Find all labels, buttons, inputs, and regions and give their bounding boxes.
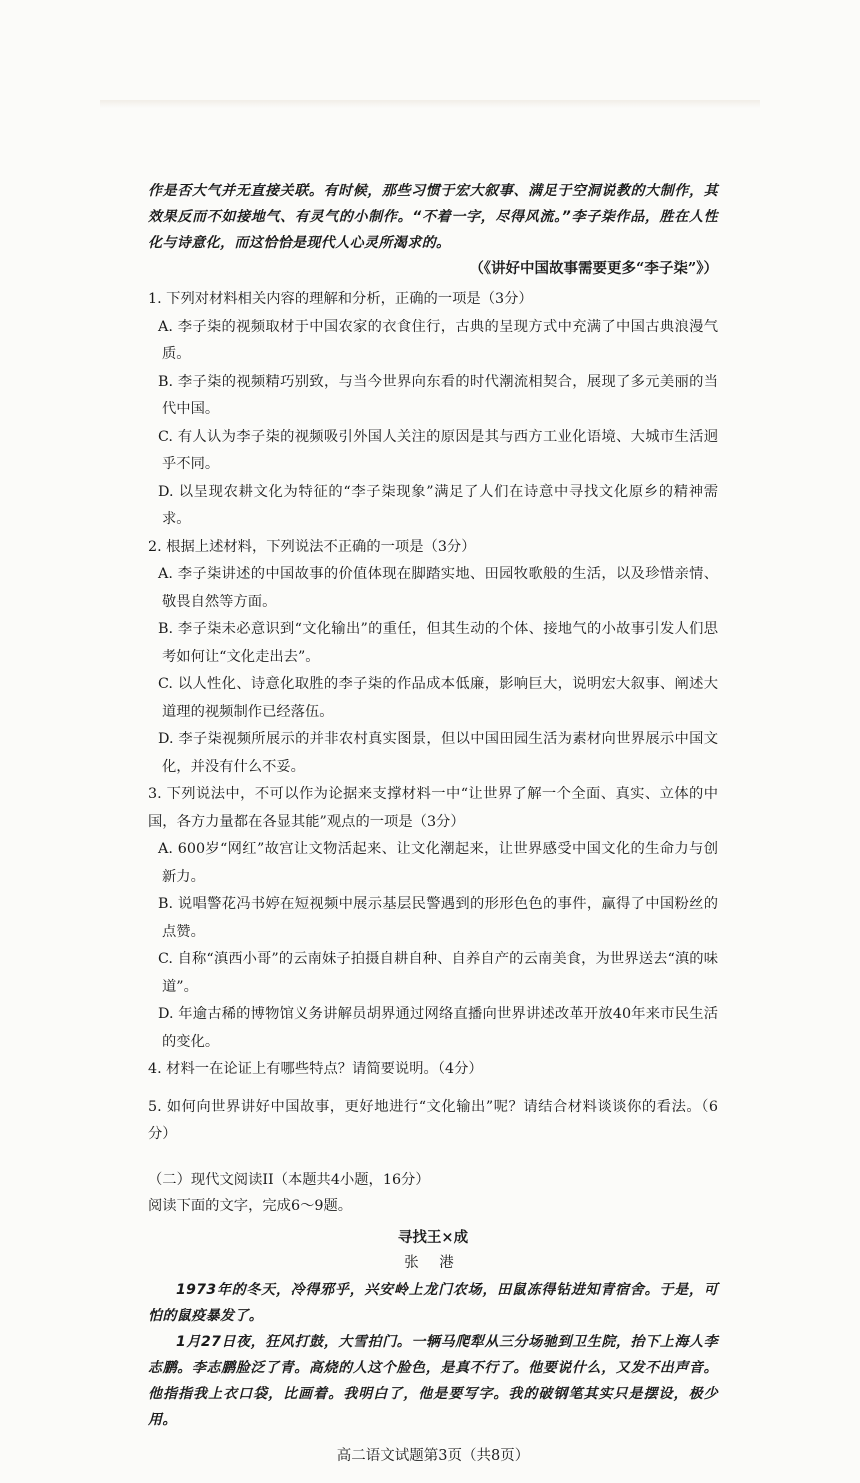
question-stem: 2. 根据上述材料，下列说法不正确的一项是（3分） <box>148 538 476 555</box>
story-author: 张 港 <box>404 1254 462 1271</box>
question-1 <box>148 286 718 534</box>
option-d: D. 以呈现农耕文化为特征的“李子柒现象”满足了人们在诗意中寻找文化原乡的精神需求。 <box>158 483 718 527</box>
question-3 <box>148 781 718 1056</box>
story-paragraph: 1月27日夜，狂风打鼓，大雪拍门。一辆马爬犁从三分场驰到卫生院，抬下上海人李志鹏。李志鹏脸泛了青。高烧的人这个脸色，是真不行了。他要说什么，又发不出声音。他指指我上衣口袋，比画着。我明白了，他是要写字。我的破钢笔其实只是摆设，极少用。 <box>148 1333 718 1428</box>
option-b: B. 李子柒的视频精巧别致，与当今世界向东看的时代潮流相契合，展现了多元美丽的当代中国。 <box>158 373 718 417</box>
question-4: 4. 材料一在论证上有哪些特点？请简要说明。（4分） <box>148 1061 483 1077</box>
question-stem: 3. 下列说法中，不可以作为论据来支撑材料一中“让世界了解一个全面、真实、立体的中国，各方力量都在各显其能”观点的一项是（3分） <box>148 786 718 830</box>
section-instruction: 阅读下面的文字，完成6～9题。 <box>148 1197 353 1214</box>
story-title: 寻找王×成 <box>397 1228 469 1246</box>
source-citation: （《讲好中国故事需要更多“李子柒”》） <box>469 260 718 277</box>
page-footer: 高二语文试题第3页（共8页） <box>336 1447 530 1464</box>
passage-top-paragraph: 作是否大气并无直接关联。有时候，那些习惯于宏大叙事、满足于空洞说教的大制作，其效果反而不如接地气、有灵气的小制作。“不着一字，尽得风流。”李子柒作品，胜在人性化与诗意化，而这恰恰是现代人心灵所渴求的。 <box>148 183 718 251</box>
scan-edge-shadow <box>100 100 760 108</box>
option-d: D. 年逾古稀的博物馆义务讲解员胡界通过网络直播向世界讲述改革开放40年来市民生活的变化。 <box>158 1006 718 1050</box>
question-5: 5. 如何向世界讲好中国故事，更好地进行“文化输出”呢？请结合材料谈谈你的看法。（6分） <box>148 1098 718 1142</box>
question-2 <box>148 534 718 782</box>
story-paragraph: 1973年的冬天，冷得邪乎，兴安岭上龙门农场，田鼠冻得钻进知青宿舍。于是，可怕的鼠疫暴发了。 <box>148 1281 718 1324</box>
option-a: A. 李子柒讲述的中国故事的价值体现在脚踏实地、田园牧歌般的生活，以及珍惜亲情、敬畏自然等方面。 <box>158 566 718 610</box>
option-a: A. 600岁“网红”故宫让文物活起来、让文化潮起来，让世界感受中国文化的生命力与创新力。 <box>158 841 718 885</box>
question-stem: 1. 下列对材料相关内容的理解和分析，正确的一项是（3分） <box>148 291 533 307</box>
option-c: C. 以人性化、诗意化取胜的李子柒的作品成本低廉，影响巨大，说明宏大叙事、阐述大道理的视频制作已经落伍。 <box>158 676 718 720</box>
option-d: D. 李子柒视频所展示的并非农村真实图景，但以中国田园生活为素材向世界展示中国文化，并没有什么不妥。 <box>158 731 718 775</box>
option-b: B. 李子柒未必意识到“文化输出”的重任，但其生动的个体、接地气的小故事引发人们思考如何让“文化走出去”。 <box>158 621 718 665</box>
option-a: A. 李子柒的视频取材于中国农家的衣食住行，古典的呈现方式中充满了中国古典浪漫气质。 <box>158 318 718 362</box>
option-b: B. 说唱警花冯书婷在短视频中展示基层民警遇到的形形色色的事件，赢得了中国粉丝的点赞。 <box>158 896 718 940</box>
section-heading: （二）现代文阅读II（本题共4小题，16分） <box>148 1171 430 1188</box>
option-c: C. 有人认为李子柒的视频吸引外国人关注的原因是其与西方工业化语境、大城市生活迥乎不同。 <box>158 428 718 472</box>
exam-page <box>148 178 718 1483</box>
option-c: C. 自称“滇西小哥”的云南妹子拍摄自耕自种、自养自产的云南美食，为世界送去“滇的味道”。 <box>158 951 718 995</box>
